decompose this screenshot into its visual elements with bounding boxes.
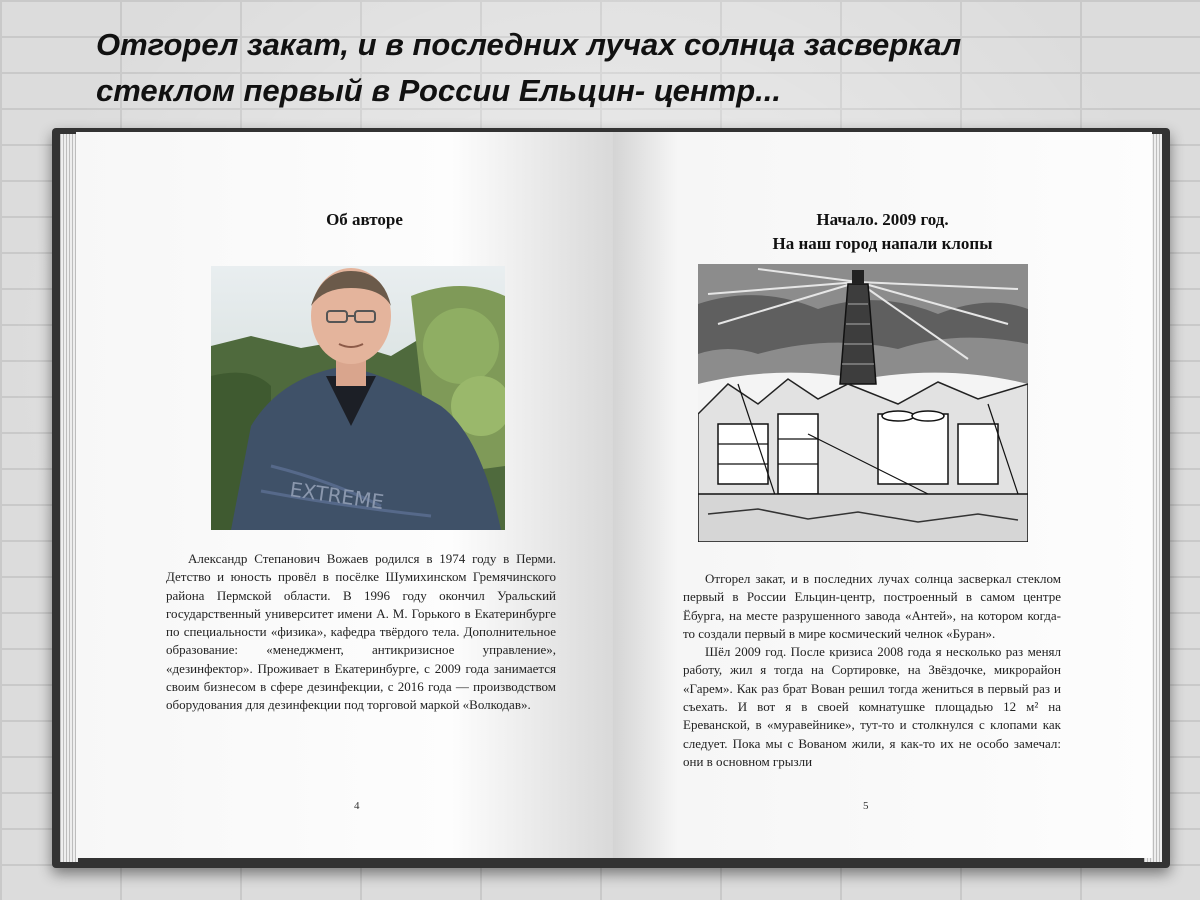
city-illustration — [698, 264, 1028, 542]
chapter-title-line-2: На наш город напали клопы — [772, 234, 993, 253]
left-page-title: Об авторе — [326, 210, 403, 229]
headline-line-1: Отгорел закат, и в последних лучах солнца засверкал — [96, 27, 962, 62]
right-page — [613, 132, 1152, 858]
chapter-title — [613, 208, 1152, 256]
author-photo — [211, 266, 505, 530]
headline — [96, 22, 1056, 114]
chapter-paragraph-2: Шёл 2009 год. После кризиса 2008 года я несколько раз менял работу, жил я тогда на Сортировке, на Звёздочке, микрорайон «Гарем». Как раз брат Вован решил тогда жениться в первый раз и съехать. И вот я в своей комнатушке площадью 12 м² на Ереванской, в «муравейнике», тут-то и столкнулся с клопами как следует. Пока мы с Вованом жили, я как-то их не особо замечал: они в основном грызли — [683, 644, 1061, 769]
page-number: 5 — [863, 800, 869, 812]
sweater-logo-text: EXTREME — [288, 477, 386, 515]
chapter-text — [683, 570, 1061, 771]
page-number: 4 — [354, 800, 360, 812]
chapter-paragraph-1: Отгорел закат, и в последних лучах солнца засверкал стеклом первый в России Ельцин-центр, построенный в самом центре Ёбурга, на месте разрушенного завода «Антей», на котором когда-то создали первый в мире космический челнок «Буран». — [683, 571, 1061, 641]
author-bio — [166, 550, 556, 715]
author-bio-paragraph: Александр Степанович Вожаев родился в 1974 году в Перми. Детство и юность провёл в посёлке Шумихинском Гремячинского района Пермской области. В 1996 году окончил Уральский государственный университет имени А. М. Горького в Екатеринбурге по специальности «физика», кафедра твёрдого тела. Дополнительное образование: «менеджмент, антикризисное управление», «дезинфектор». Проживает в Екатеринбурге, с 2009 года занимается своим бизнесом в сфере дезинфекции, с 2016 года — производством оборудования для дезинфекции под торговой маркой «Волкодав». — [166, 551, 556, 713]
chapter-title-line-1: Начало. 2009 год. — [816, 210, 949, 229]
open-book — [52, 128, 1170, 868]
headline-line-2: стеклом первый в России Ельцин- центр... — [96, 73, 781, 108]
left-page — [76, 132, 613, 858]
